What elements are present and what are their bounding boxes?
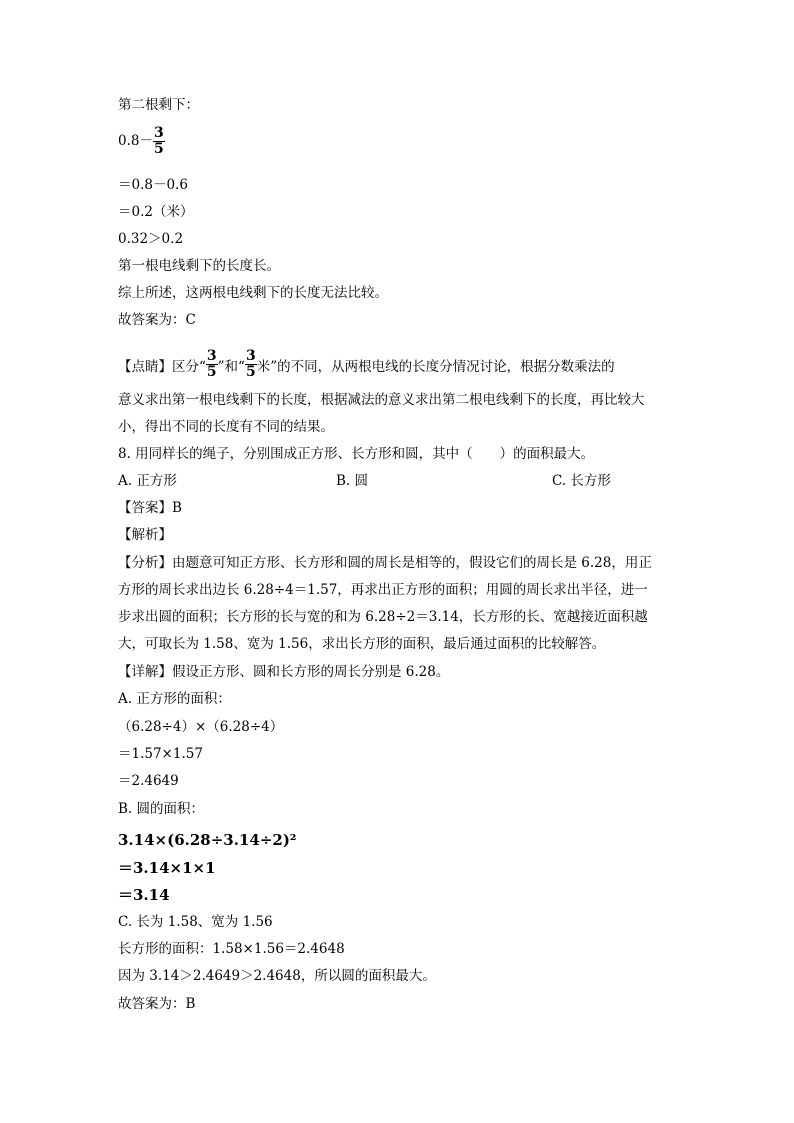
- text-line: 方形的周长求出边长 6.28÷4＝1.57，再求出正方形的面积；用圆的周长求出半径，进一: [118, 582, 648, 598]
- text-line: 第二根剩下：: [118, 97, 199, 113]
- text-line: ＝1.57×1.57: [118, 746, 203, 762]
- equation-line: ＝3.14×1×1: [118, 859, 216, 877]
- question-8: 8. 用同样长的绳子，分别围成正方形、长方形和圆，其中（ ）的面积最大。: [118, 446, 595, 462]
- fraction-expression: [118, 126, 678, 157]
- fraction-numerator: 3: [153, 125, 164, 141]
- text-line: 大，可取长为 1.58、宽为 1.56，求出长方形的面积，最后通过面积的比较解答。: [118, 636, 606, 652]
- text-line: 意义求出第一根电线剩下的长度，根据减法的意义求出第二根电线剩下的长度，再比较大: [118, 392, 645, 408]
- fraction-numerator: 3: [206, 348, 217, 364]
- option-c: C. 长方形: [552, 473, 611, 489]
- text-span: 米”的不同，从两根电线的长度分情况讨论，根据分数乘法的: [256, 359, 615, 375]
- text-line: 因为 3.14＞2.4649＞2.4648，所以圆的面积最大。: [118, 968, 436, 984]
- fraction-denominator: 5: [245, 364, 256, 380]
- text-span: ”和“: [217, 359, 245, 375]
- text-span: 【点睛】区分“: [118, 359, 206, 375]
- answer-label: 【答案】B: [118, 500, 182, 516]
- fraction-numerator: 3: [245, 348, 256, 364]
- equation-line: 3.14×(6.28÷3.14÷2)²: [118, 831, 297, 849]
- fraction: [153, 126, 165, 157]
- text-line: ＝0.2（米）: [118, 204, 194, 220]
- fraction: [206, 349, 218, 380]
- fraction: [245, 349, 257, 380]
- text-line: 综上所述，这两根电线剩下的长度无法比较。: [118, 285, 388, 301]
- dianjing-line: [118, 349, 678, 380]
- text-line: 故答案为：C: [118, 312, 196, 328]
- text-line: 第一根电线剩下的长度长。: [118, 258, 280, 274]
- text-line: ＝2.4649: [118, 773, 179, 789]
- text-line: 【分析】由题意可知正方形、长方形和圆的周长是相等的，假设它们的周长是 6.28，用正: [118, 555, 652, 571]
- text-line: B. 圆的面积：: [118, 801, 205, 817]
- text-line: 【详解】假设正方形、圆和长方形的周长分别是 6.28。: [118, 664, 450, 680]
- text-line: 小，得出不同的长度有不同的结果。: [118, 419, 334, 435]
- analysis-label: 【解析】: [118, 527, 172, 543]
- text-line: （6.28÷4）×（6.28÷4）: [118, 719, 284, 735]
- text-line: ＝0.8－0.6: [118, 177, 188, 193]
- text-line: C. 长为 1.58、宽为 1.56: [118, 914, 273, 930]
- text-line: 长方形的面积：1.58×1.56＝2.4648: [118, 941, 345, 957]
- option-a: A. 正方形: [118, 473, 177, 489]
- fraction-denominator: 5: [153, 141, 164, 157]
- fraction-denominator: 5: [206, 364, 217, 380]
- text-line: 故答案为：B: [118, 996, 196, 1012]
- text-line: 步求出圆的面积；长方形的长与宽的和为 6.28÷2＝3.14，长方形的长、宽越接近面积越: [118, 609, 648, 625]
- text-line: 0.32＞0.2: [118, 231, 184, 247]
- text-span: 0.8－: [118, 133, 153, 149]
- text-line: A. 正方形的面积：: [118, 691, 231, 707]
- equation-line: ＝3.14: [118, 886, 170, 904]
- option-b: B. 圆: [336, 473, 369, 489]
